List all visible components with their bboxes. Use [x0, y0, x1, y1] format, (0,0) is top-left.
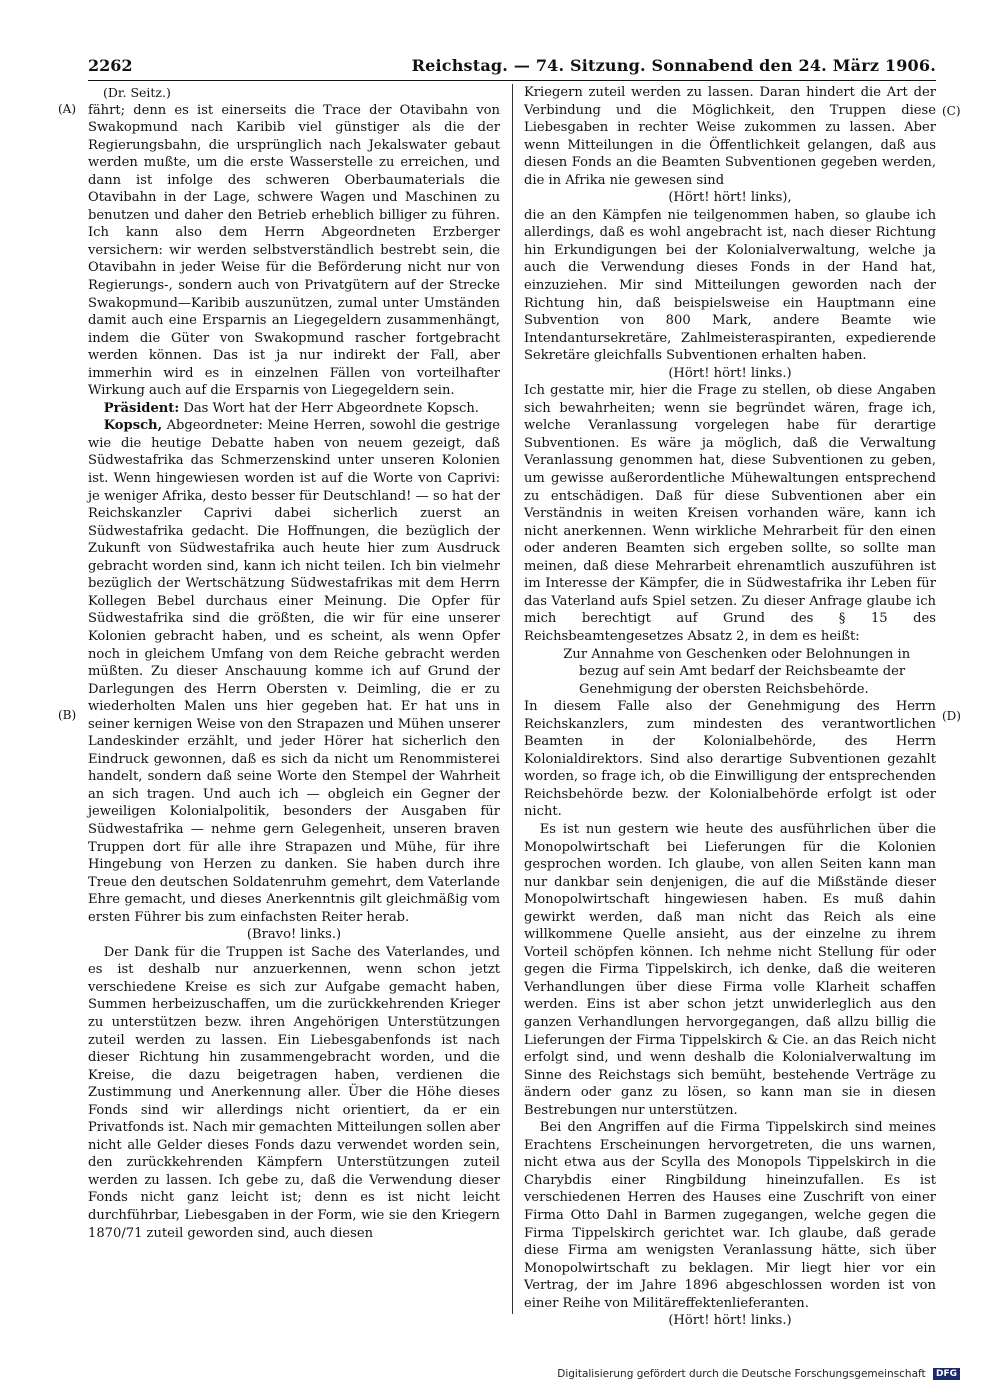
interjection: (Bravo! links.) [246, 927, 342, 943]
paragraph: Kriegern zuteil werden zu lassen. Daran hindert die Art der Verbindung und die Möglichkeit, den Truppen diese Liebesgaben in rechter Weise zukommen zu lassen. Aber wenn Mitteilungen in die Öffentlichkeit gelangen, daß aus diesen Fonds an die Beamten Subventionen gegeben werden, die in Afrika nie gewesen sind [524, 85, 936, 188]
paragraph: fährt; denn es ist einerseits die Trace der Otavibahn von Swakopmund nach Karibib viel günstiger als die der Regierungsbahn, die ursprünglich nach Jekalswater gebaut werden mußte, um die erste Wasserstelle zu erreichen, und dann ist infolge des schweren Oberbaumaterials die Otavibahn in der Lage, schwere Wagen und Maschinen zu benutzen und daher den Betrieb erheblich billiger zu führen. Ich kann also dem Herrn Abgeordneten Erzberger versichern: wir werden selbstverständlich bestrebt sein, die Otavibahn in jeder Weise für die Beförderung nicht nur von Regierungs-, sondern auch von Privatgütern auf der Strecke Swakopmund—Karibib auszunützen, zumal unter Umständen damit auch eine Ersparnis an Liegegeldern zusammenhängt, indem die Güter von Swakopmund rascher fortgebracht werden können. Das ist ja nur indirekt der Fall, aber immerhin wird es in einzelnen Fällen von vorteilhafter Wirkung auch auf die Ersparnis von Liegegeldern sein. [88, 102, 500, 399]
paragraph: In diesem Falle also der Genehmigung des Herrn Reichskanzlers, zum mindesten des verantwortlichen Beamten in der Kolonialbehörde, des Herrn Kolonialdirektors. Sind also derartige Subventionen gezahlt worden, so frage ich, ob die Einwilligung der entsprechenden Reichsbehörde bezw. der Kolonialbehörde erfolgt ist oder nicht. [524, 699, 936, 820]
paragraph: die an den Kämpfen nie teilgenommen haben, so glaube ich allerdings, daß es wohl angebracht ist, nach dieser Richtung hin Erkundigungen bei der Kolonialverwaltung, welche ja auch die Verwendung dieses Fonds in der Hand hat, einzuziehen. Mir sind Mitteilungen geworden nach der Richtung hin, daß beispielsweise ein Hauptmann eine Subvention von 800 Mark, andere Beamte wie Intendantursekretäre, Zahlmeisteraspiranten, expedierende Sekretäre gleichfalls Subventionen erhalten haben. [524, 207, 936, 364]
dfg-logo: DFG [933, 1368, 960, 1380]
margin-mark-d: (D) [942, 709, 961, 723]
paragraph: Der Dank für die Truppen ist Sache des Vaterlandes, und es ist deshalb nur anzuerkennen, wenn schon jetzt verschiedene Kreise es sich zur Aufgabe gemacht haben, Summen herbeizuschaffen, um die zurückkehrenden Krieger zu unterstützen bezw. ihren Angehörigen Unterstützungen zuteil werden zu lassen. Ein Liebesgabenfonds ist nach dieser Richtung hin zusammengebracht worden, und die Kreise, die dazu beigetragen haben, verdienen die Zustimmung und Anerkennung aller. Über die Höhe dieses Fonds sind wir allerdings nicht orientiert, da er ein Privatfonds ist. Nach mir gemachten Mitteilungen sollen aber nicht alle Gelder dieses Fonds dazu verwendet worden sein, den zurückkehrenden Kämpfern Unterstützungen zuteil werden zu lassen. Ich gebe zu, daß die Verwendung dieser Fonds nicht ganz leicht ist; denn es ist nicht leicht durchführbar, Liebesgaben in der Form, wie sie den Kriegern 1870/71 zuteil geworden sind, auch diesen [88, 944, 500, 1241]
interjection: (Hört! hört! links), [668, 190, 792, 206]
paragraph: Ich gestatte mir, hier die Frage zu stellen, ob diese Angaben sich bewahrheiten; wenn sie begründet wären, frage ich, welche Veranlassung vorgelegen habe für derartige Subventionen. Es wäre ja möglich, daß die Verwaltung Veranlassung genommen hat, diese Subventionen zu geben, um gewisse außerordentliche Mühewaltungen entsprechend zu entschädigen. Daß für diese Subventionen aber ein Verständnis in weiten Kreisen vorhanden wäre, kann ich nicht anerkennen. Wenn wirkliche Mehrarbeit für den einen oder anderen Beamten sich ergeben sollte, so sollte man meinen, daß diese Mehrarbeit ehrenamtlich auszuführen ist im Interesse der Kämpfer, die in Südwestafrika ihr Leben für das Vaterland aufs Spiel setzen. Zu dieser Anfrage glaube ich mich berechtigt auf Grund des § 15 des Reichsbeamtengesetzes Absatz 2, in dem es heißt: [524, 383, 936, 644]
law-quote [524, 646, 936, 699]
speaker-continuation: (Dr. Seitz.) [103, 85, 171, 100]
left-column [88, 84, 500, 1242]
margin-mark-a: (A) [58, 102, 77, 116]
speech-text: Das Wort hat der Herr Abgeordnete Kopsch. [179, 400, 479, 416]
digitization-credit [557, 1368, 960, 1380]
interjection: (Hört! hört! links.) [668, 1313, 792, 1329]
page-number: 2262 [88, 56, 133, 75]
paragraph: Es ist nun gestern wie heute des ausführlichen über die Monopolwirtschaft bei Lieferungen für die Kolonien gesprochen worden. Ich glaube, von allen Seiten kann man nur dankbar sein denjenigen, die auf die Mißstände dieser Monopolwirtschaft hingewiesen haben. Es muß dahin gewirkt werden, daß man nicht das Reich als eine willkommene Quelle ansieht, aus der einzelne zu ihrem Vorteil schöpfen können. Ich nehme nicht Stellung für oder gegen die Firma Tippelskirch, ich denke, daß die weiteren Verhandlungen über diese Firma volle Klarheit schaffen werden. Eins ist aber schon jetzt unwiderleglich aus den ganzen Verhandlungen hervorgegangen, daß allzu billig die Lieferungen der Firma Tippelskirch & Cie. an das Reich nicht erfolgt sind, und wenn deshalb die Kolonialverwaltung im Sinne des Reichstags sich bemüht, bestehende Verträge zu ändern oder ganz zu lösen, so kann man sie in diesen Bestrebungen nur unterstützen. [524, 821, 936, 1118]
speaker-name: Präsident: [103, 400, 180, 416]
paragraph: Bei den Angriffen auf die Firma Tippelskirch sind meines Erachtens Erscheinungen hervorgetreten, die uns warnen, nicht etwa aus der Scylla des Monopols Tippelskirch in die Charybdis einer Ringbildung hineinzufallen. Es ist verschiedenen Herren des Hauses eine Zuschrift von einer Firma Otto Dahl in Barmen zugegangen, welche gegen die Firma Tippelskirch gerichtet war. Ich glaube, daß gerade diese Firma am wenigsten Veranlassung hätte, sich über Monopolwirtschaft zu beklagen. Mir liegt hier vor ein Vertrag, der im Jahre 1896 abgeschlossen worden ist von einer Reihe von Militäreffektenlieferanten. [524, 1120, 936, 1311]
column-divider [512, 84, 513, 1314]
quote-text: Zur Annahme von Geschenken oder Belohnungen in bezug auf sein Amt bedarf der Reichsbeamte der Genehmigung der obersten Reichsbehörde. [563, 646, 911, 697]
running-head: Reichstag. — 74. Sitzung. Sonnabend den 24. März 1906. [411, 56, 936, 75]
margin-mark-c: (C) [942, 104, 961, 118]
paragraph [88, 400, 500, 418]
right-column [524, 84, 936, 1330]
credit-text: Digitalisierung gefördert durch die Deutsche Forschungsgemeinschaft [557, 1368, 926, 1380]
margin-mark-b: (B) [58, 708, 77, 722]
speech-text: Abgeordneter: Meine Herren, sowohl die gestrige wie die heutige Debatte haben von neuem gezeigt, daß Südwestafrika das Schmerzenskind unter unseren Kolonien ist. Wenn hingewiesen worden ist auf die Worte von Caprivi: je weniger Afrika, desto besser für Deutschland! — so hat der Reichskanzler Caprivi dabei sicherlich zuerst an Südwestafrika gedacht. Die Hoffnungen, die bezüglich der Zukunft von Südwestafrika auch heute hier zum Ausdruck gebracht worden sind, kann ich nicht teilen. Ich bin vielmehr bezüglich der Wertschätzung Südwestafrikas mit dem Herrn Kollegen Bebel durchaus einer Meinung. Die Opfer für Südwestafrika sind die größten, die wir für eine unserer Kolonien gebracht haben, und es scheint, als wenn Opfer noch in gleichem Umfang von dem Reiche gebracht werden müßten. Zu dieser Anschauung komme ich auf Grund der Darlegungen des Herrn Obersten v. Deimling, die er zu wiederholten Malen uns hier gegeben hat. Er hat uns in seiner kernigen Weise von den Strapazen und Mühen unserer Landeskinder erzählt, und jeder Hörer hat sicherlich den Eindruck gewonnen, daß es sich da nicht um Renommisterei handelt, sondern daß seine Worte den Stempel der Wahrheit an sich tragen. Und auch ich — obgleich ein Gegner der jeweiligen Kolonialpolitik, besonders der Ausgaben für Südwestafrika — nehme gern Gelegenheit, unseren braven Truppen dort für alle ihre Strapazen und Mühe, für ihre Hingebung von Herzen zu danken. Sie haben durch ihre Treue den deutschen Soldatenruhm gemehrt, dem Vaterlande Ehre gemacht, und dieses Anerkenntnis gilt gleichmäßig vom ersten Führer bis zum einfachsten Reiter herab. [88, 418, 501, 925]
paragraph [88, 417, 500, 926]
speaker-name: Kopsch, [103, 418, 163, 434]
page-header [88, 54, 936, 81]
interjection: (Hört! hört! links.) [668, 365, 792, 381]
